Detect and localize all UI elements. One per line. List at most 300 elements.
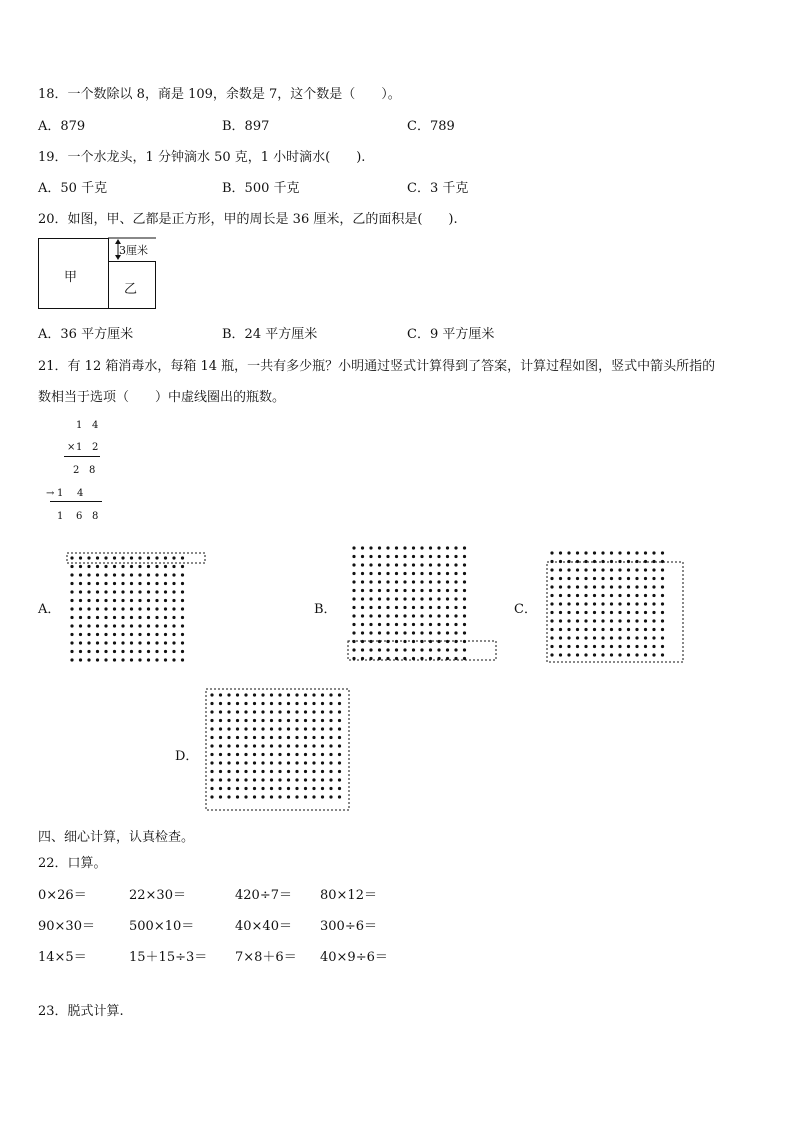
bottle-dot [155,641,158,644]
bottle-dot [463,648,466,651]
bottle-dot [652,585,655,588]
bottle-dot [627,602,630,605]
q18-option-b[interactable]: B．897 [222,119,270,134]
bottle-dot [219,710,222,713]
bottle-dot [403,631,406,634]
bottle-dot [79,565,82,568]
bottle-dot [369,648,372,651]
q18-option-a[interactable]: A．879 [38,119,86,134]
bottle-dot [446,563,449,566]
line [64,456,100,457]
bottle-dot [412,580,415,583]
bottle-dot [270,753,273,756]
bottle-dot [312,795,315,798]
digit: 1 [76,420,83,431]
bottle-dot [559,551,562,554]
bottle-dot [420,546,423,549]
bottle-dot [270,795,273,798]
bottle-dot [261,795,264,798]
bottle-dot [386,589,389,592]
bottle-dot [312,753,315,756]
bottle-dot [369,631,372,634]
bottle-dot [584,568,587,571]
bottle-dot [463,623,466,626]
bottle-dot [661,568,664,571]
bottle-dot [138,599,141,602]
bottle-dot [130,607,133,610]
bottle-dot [104,616,107,619]
bottle-dot [584,628,587,631]
calc-item: 0×26＝ [38,888,87,903]
bottle-dot [550,551,553,554]
bottle-dot [644,636,647,639]
bottle-dot [236,761,239,764]
bottle-dot [661,636,664,639]
q19-option-b[interactable]: B．500 千克 [222,181,300,196]
bottle-dot [446,572,449,575]
bottle-dot [219,702,222,705]
bottle-dot [147,565,150,568]
bottle-dot [361,606,364,609]
digit: 1 [57,488,64,499]
bottle-dot [446,546,449,549]
q20-text: 20．如图，甲、乙都是正方形，甲的周长是 36 厘米，乙的面积是( ). [38,212,458,227]
bottle-dot [70,599,73,602]
dot-grid-d [205,688,351,812]
bottle-dot [87,650,90,653]
bottle-dot [437,563,440,566]
q19-text: 19．一个水龙头，1 分钟滴水 50 克，1 小时滴水( ). [38,150,366,165]
bottle-dot [584,577,587,580]
bottle-dot [635,568,638,571]
bottle-dot [96,616,99,619]
bottle-dot [644,619,647,622]
bottle-dot [635,585,638,588]
bottle-dot [429,606,432,609]
bottle-dot [244,778,247,781]
bottle-dot [121,599,124,602]
bottle-dot [584,619,587,622]
bottle-dot [446,623,449,626]
bottle-dot [164,590,167,593]
bottle-dot [454,597,457,600]
bottle-dot [261,753,264,756]
bottle-dot [244,736,247,739]
bottle-dot [576,594,579,597]
bottle-dot [321,710,324,713]
bottle-dot [227,710,230,713]
bottle-dot [164,658,167,661]
digit: 4 [92,420,99,431]
bottle-dot [420,563,423,566]
bottle-dot [661,602,664,605]
bottle-dot [454,648,457,651]
bottle-dot [352,563,355,566]
bottle-dot [454,623,457,626]
bottle-dot [576,602,579,605]
bottle-dot [219,744,222,747]
bottle-dot [644,653,647,656]
bottle-dot [130,616,133,619]
bottle-dot [454,563,457,566]
q19-option-a[interactable]: A．50 千克 [38,181,108,196]
bottle-dot [437,623,440,626]
bottle-dot [652,602,655,605]
q19-option-c[interactable]: C．3 千克 [407,181,469,196]
bottle-dot [395,580,398,583]
bottle-dot [312,770,315,773]
bottle-dot [369,606,372,609]
bottle-dot [304,744,307,747]
bottle-dot [627,577,630,580]
bottle-dot [550,602,553,605]
bottle-dot [559,653,562,656]
bottle-dot [304,778,307,781]
section4-title: 四、细心计算，认真检查。 [38,830,195,845]
bottle-dot [79,658,82,661]
bottle-dot [420,555,423,558]
bottle-dot [295,778,298,781]
bottle-dot [386,648,389,651]
bottle-dot [270,693,273,696]
bottle-dot [138,650,141,653]
bottle-dot [210,795,213,798]
bottle-dot [329,693,332,696]
bottle-dot [559,594,562,597]
bottle-dot [253,744,256,747]
q21-option-c[interactable]: C． [514,602,537,617]
bottle-dot [253,702,256,705]
bottle-dot [420,606,423,609]
bottle-dot [87,607,90,610]
bottle-dot [295,719,298,722]
bottle-dot [429,648,432,651]
bottle-dot [121,556,124,559]
bottle-dot [138,641,141,644]
bottle-dot [172,658,175,661]
bottle-dot [576,611,579,614]
bottle-dot [219,753,222,756]
bottle-dot [147,590,150,593]
bottle-dot [121,658,124,661]
bottle-dot [386,597,389,600]
bottle-dot [155,590,158,593]
bottle-dot [652,611,655,614]
bottle-dot [104,556,107,559]
bottle-dot [420,597,423,600]
q21-option-d[interactable]: D． [175,749,199,764]
multiply-sign: × [67,442,76,453]
bottle-dot [437,631,440,634]
bottle-dot [79,599,82,602]
bottle-dot [138,590,141,593]
bottle-dot [113,641,116,644]
bottle-dot [155,556,158,559]
bottle-dot [70,624,73,627]
bottle-dot [338,753,341,756]
q20-option-a[interactable]: A．36 平方厘米 [38,327,134,342]
digit: 2 [73,465,80,476]
bottle-dot [420,589,423,592]
bottle-dot [96,624,99,627]
bottle-dot [210,770,213,773]
bottle-dot [378,623,381,626]
bottle-dot [352,597,355,600]
bottle-dot [378,648,381,651]
bottle-dot [352,623,355,626]
arrow-icon: → [46,488,55,499]
bottle-dot [618,636,621,639]
bottle-dot [329,795,332,798]
bottle-dot [652,551,655,554]
bottle-dot [635,653,638,656]
bottle-dot [261,702,264,705]
bottle-dot [369,597,372,600]
bottle-dot [369,546,372,549]
bottle-dot [155,658,158,661]
bottle-dot [155,582,158,585]
bottle-dot [610,653,613,656]
calc-item: 40×40＝ [235,919,292,934]
bottle-dot [321,787,324,790]
bottle-dot [437,555,440,558]
bottle-dot [559,636,562,639]
bottle-dot [635,619,638,622]
bottle-dot [429,572,432,575]
bottle-dot [321,761,324,764]
bottle-dot [172,582,175,585]
bottle-dot [155,599,158,602]
bottle-dot [644,602,647,605]
bottle-dot [361,555,364,558]
bottle-dot [172,624,175,627]
q20-option-c[interactable]: C．9 平方厘米 [407,327,495,342]
bottle-dot [164,582,167,585]
bottle-dot [361,589,364,592]
bottle-dot [618,628,621,631]
bottle-dot [584,551,587,554]
bottle-dot [567,568,570,571]
bottle-dot [181,641,184,644]
bottle-dot [446,631,449,634]
bottle-dot [219,761,222,764]
bottle-dot [661,619,664,622]
bottle-dot [550,568,553,571]
bottle-dot [270,719,273,722]
q21-option-a[interactable]: A． [38,602,61,617]
bottle-dot [463,572,466,575]
bottle-dot [601,619,604,622]
bottle-dot [446,614,449,617]
bottle-dot [610,611,613,614]
bottle-dot [403,597,406,600]
bottle-dot [618,577,621,580]
bottle-dot [420,648,423,651]
bottle-dot [352,555,355,558]
bottle-dot [652,568,655,571]
bottle-dot [210,710,213,713]
bottle-dot [287,719,290,722]
bottle-dot [661,645,664,648]
bottle-dot [113,565,116,568]
bottle-dot [104,573,107,576]
bottle-dot [361,580,364,583]
bottle-dot [79,633,82,636]
bottle-dot [593,585,596,588]
bottle-dot [403,572,406,575]
bottle-dot [403,546,406,549]
bottle-dot [104,599,107,602]
bottle-dot [147,633,150,636]
bottle-dot [550,585,553,588]
bottle-dot [121,616,124,619]
bottle-dot [79,607,82,610]
bottle-dot [130,556,133,559]
bottle-dot [576,628,579,631]
bottle-dot [70,590,73,593]
bottle-dot [164,599,167,602]
bottle-dot [420,623,423,626]
bottle-dot [219,770,222,773]
bottle-dot [321,727,324,730]
bottle-dot [567,551,570,554]
bottle-dot [463,563,466,566]
bottle-dot [661,628,664,631]
bottle-dot [446,555,449,558]
bottle-dot [618,602,621,605]
bottle-dot [130,573,133,576]
bottle-dot [652,619,655,622]
bottle-dot [338,702,341,705]
bottle-dot [227,719,230,722]
bottle-dot [395,614,398,617]
bottle-dot [181,624,184,627]
bottle-dot [244,744,247,747]
q22-title: 22．口算。 [38,856,107,871]
bottle-dot [454,631,457,634]
bottle-dot [312,710,315,713]
bottle-dot [601,551,604,554]
bottle-dot [627,636,630,639]
bottle-dot [329,702,332,705]
bottle-dot [369,555,372,558]
bottle-dot [287,693,290,696]
bottle-dot [369,580,372,583]
bottle-dot [593,653,596,656]
bottle-dot [244,693,247,696]
bottle-dot [261,727,264,730]
bottle-dot [338,710,341,713]
bottle-dot [304,795,307,798]
bottle-dot [236,744,239,747]
calc-item: 90×30＝ [38,919,95,934]
bottle-dot [412,606,415,609]
bottle-dot [618,551,621,554]
bottle-dot [338,744,341,747]
bottle-dot [87,573,90,576]
q20-option-b[interactable]: B．24 平方厘米 [222,327,318,342]
bottle-dot [130,641,133,644]
bottle-dot [147,641,150,644]
digit: 4 [77,488,84,499]
bottle-dot [369,572,372,575]
bottle-dot [610,568,613,571]
bottle-dot [287,753,290,756]
bottle-dot [253,778,256,781]
bottle-dot [412,555,415,558]
q18-option-c[interactable]: C．789 [407,119,455,134]
bottle-dot [210,761,213,764]
bottle-dot [79,590,82,593]
bottle-dot [386,606,389,609]
bottle-dot [429,563,432,566]
bottle-dot [236,795,239,798]
bottle-dot [361,546,364,549]
digit: 8 [89,465,96,476]
bottle-dot [559,585,562,588]
bottle-dot [454,572,457,575]
bottle-dot [395,623,398,626]
q21-option-b[interactable]: B． [314,602,337,617]
bottle-dot [352,580,355,583]
bottle-dot [270,787,273,790]
bottle-dot [584,636,587,639]
bottle-dot [70,573,73,576]
bottle-dot [550,653,553,656]
bottle-dot [429,597,432,600]
bottle-dot [312,693,315,696]
bottle-dot [287,770,290,773]
bottle-dot [437,614,440,617]
bottle-dot [104,633,107,636]
bottle-dot [70,650,73,653]
bottle-dot [312,744,315,747]
bottle-dot [113,556,116,559]
bottle-dot [361,631,364,634]
bottle-dot [181,650,184,653]
bottle-dot [437,572,440,575]
bottle-dot [227,778,230,781]
bottle-dot [644,551,647,554]
bottle-dot [236,693,239,696]
bottle-dot [454,546,457,549]
bottle-dot [361,614,364,617]
bottle-dot [352,589,355,592]
bottle-dot [70,582,73,585]
bottle-dot [278,795,281,798]
bottle-dot [138,624,141,627]
bottle-dot [644,645,647,648]
bottle-dot [378,563,381,566]
bottle-dot [87,565,90,568]
bottle-dot [172,565,175,568]
bottle-dot [270,702,273,705]
bottle-dot [593,611,596,614]
dot-grid-b [346,543,498,665]
q18-text: 18．一个数除以 8，商是 109，余数是 7，这个数是（ ）。 [38,87,401,102]
bottle-dot [244,761,247,764]
bottle-dot [550,611,553,614]
bottle-dot [130,590,133,593]
bottle-dot [147,624,150,627]
bottle-dot [79,556,82,559]
bottle-dot [236,778,239,781]
bottle-dot [463,580,466,583]
bottle-dot [181,556,184,559]
bottle-dot [121,590,124,593]
bottle-dot [627,653,630,656]
bottle-dot [253,770,256,773]
